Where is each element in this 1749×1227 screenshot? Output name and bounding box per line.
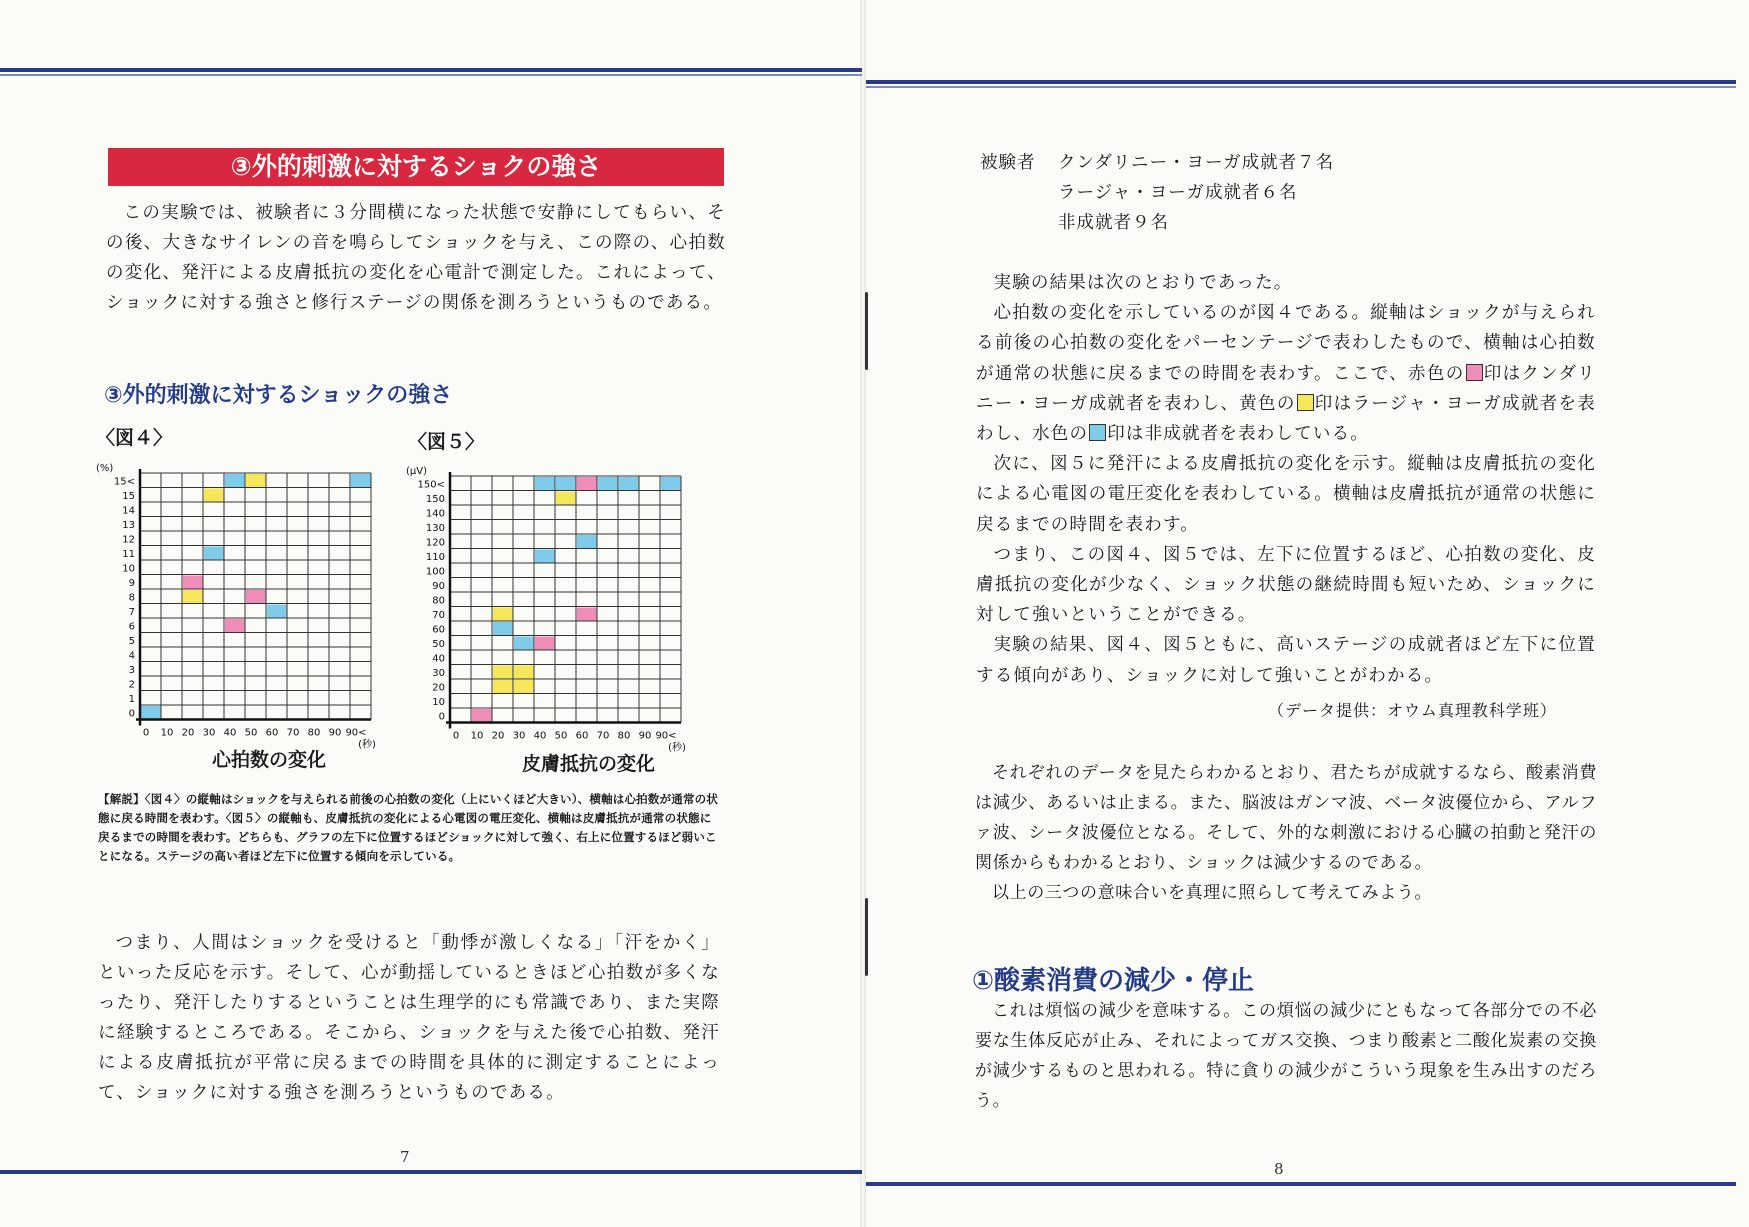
- results-interpretation: つまり、この図４、図５では、左下に位置するほど、心拍数の変化、皮膚抵抗の変化が少なく、ショック状態の継続時間も短いため、ショックに対して強いということができる。: [976, 544, 1596, 626]
- x-tick-label: 30: [512, 730, 526, 742]
- x-tick-label: 40: [223, 727, 237, 739]
- y-tick-label: 4: [128, 650, 135, 662]
- page-number-left: 7: [400, 1148, 410, 1166]
- bottom-rule-right: [866, 1182, 1736, 1186]
- y-tick-label: 50: [432, 638, 445, 650]
- results-conclusion: 実験の結果、図４、図５ともに、高いステージの成就者ほど左下に位置する傾向があり、ショックに対して強いことがわかる。: [976, 635, 1596, 686]
- x-tick-label: 90<: [345, 727, 367, 739]
- data-credit: （データ提供：オウム真理教科学班）: [1268, 701, 1557, 720]
- y-tick-label: 3: [128, 664, 135, 676]
- pink-marker-icon: [1466, 364, 1483, 381]
- x-tick-label: 90: [638, 730, 652, 742]
- y-tick-label: 100: [425, 566, 445, 578]
- x-tick-label: 30: [202, 727, 216, 739]
- y-tick-label: 140: [425, 508, 445, 520]
- results-intro: 実験の結果は次のとおりであった。: [993, 273, 1293, 293]
- chart-explanation-note: 【解説】〈図４〉の縦軸はショックを与えられる前後の心拍数の変化（上にいくほど大きい）、横軸は心拍数が通常の状態に戻る時間を表わす。〈図５〉の縦軸も、皮膚抵抗の変化による心電図の電圧変化、横軸は皮膚抵抗が通常の状態に戻るまでの時間を表わす。どちらも、グラフの左下に位置するほどショックに対して強く、右上に位置するほど弱いことになる。ステージの高い者ほど左下に位置する傾向を示している。: [98, 792, 719, 863]
- x-tick-label: 50: [554, 730, 568, 742]
- x-tick-label: 20: [491, 730, 505, 742]
- y-tick-label: 9: [128, 577, 135, 589]
- y-tick-label: 6: [128, 621, 135, 633]
- x-tick-label: 0: [452, 730, 460, 742]
- y-tick-label: 2: [128, 679, 135, 691]
- x-tick-label: 90: [328, 727, 342, 739]
- x-tick-label: 10: [160, 727, 174, 739]
- x-tick-label: 80: [617, 730, 631, 742]
- y-tick-label: 12: [122, 534, 135, 546]
- x-tick-label: 90<: [655, 730, 677, 742]
- cyan-marker-icon: [1089, 424, 1106, 441]
- subject-row: [980, 178, 1334, 208]
- x-unit-label: (秒): [668, 742, 686, 754]
- chart1-title: 心拍数の変化: [212, 749, 327, 771]
- summary-text-2: 以上の三つの意味合いを真理に照らして考えてみよう。: [992, 883, 1432, 903]
- results-fig4: 心拍数の変化を示しているのが図４である。縦軸はショックが与えられる前後の心拍数の変化をパーセンテージで表わしたもので、横軸は心拍数が通常の状態に戻るまでの時間を表わす。ここで、赤色の 印はクンダリニー・ヨーガ成就者を表わし、黄色の 印はラージャ・ヨーガ成就者を表わし、水色の 印は非成就者を表わしている。: [976, 303, 1597, 445]
- y-tick-label: 8: [128, 592, 135, 604]
- section-title-banner: ③外的刺激に対するショクの強さ: [108, 148, 724, 186]
- x-tick-label: 70: [286, 727, 300, 739]
- x-tick-label: 60: [265, 727, 279, 739]
- chart-section-heading: ③外的刺激に対するショックの強さ: [104, 383, 453, 408]
- intro-text: この実験では、被験者に３分間横になった状態で安静にしてもらい、その後、大きなサイレンの音を鳴らしてショックを与え、この際の、心拍数の変化、発汗による皮膚抵抗の変化を心電計で測定した。これによって、ショックに対する強さと修行ステージの関係を測ろうというものである。: [106, 203, 726, 313]
- subject-item: クンダリニー・ヨーガ成就者７名: [1058, 153, 1335, 173]
- y-tick-label: 11: [122, 548, 135, 560]
- subject-label: 被験者: [980, 153, 1036, 173]
- y-tick-label: 7: [128, 606, 135, 618]
- y-tick-label: 1: [128, 693, 135, 705]
- x-unit-label: (秒): [358, 739, 376, 751]
- y-tick-label: 80: [432, 595, 445, 607]
- y-tick-label: 10: [432, 696, 445, 708]
- subject-item: ラージャ・ヨーガ成就者６名: [1058, 183, 1298, 203]
- y-tick-label: 0: [128, 708, 135, 720]
- y-tick-label: 150<: [417, 479, 445, 491]
- subject-row: [980, 148, 1334, 178]
- x-tick-label: 10: [470, 730, 484, 742]
- y-tick-label: 40: [432, 653, 445, 665]
- y-tick-label: 120: [425, 537, 445, 549]
- x-tick-label: 0: [142, 727, 150, 739]
- summary-paragraph: [975, 758, 1597, 908]
- y-tick-label: 13: [122, 519, 135, 531]
- fig5-label: 〈図５〉: [408, 431, 485, 453]
- closing-text: つまり、人間はショックを受けると「動悸が激しくなる」「汗をかく」といった反応を示す。そして、心が動揺しているときほど心拍数が多くなったり、発汗したりするということは生理学的にも常識であり、また実際に経験するところである。そこから、ショックを与えた後で心拍数、発汗による皮膚抵抗が平常に戻るまでの時間を具体的に測定することによって、ショックに対する強さを測ろうというものである。: [98, 933, 720, 1103]
- y-unit-label: (%): [96, 463, 114, 474]
- y-tick-label: 90: [432, 580, 445, 592]
- y-tick-label: 20: [432, 682, 445, 694]
- y-tick-label: 150: [425, 493, 445, 505]
- x-tick-label: 20: [181, 727, 195, 739]
- y-tick-label: 15: [122, 490, 135, 502]
- x-tick-label: 60: [575, 730, 589, 742]
- x-tick-label: 70: [596, 730, 610, 742]
- oxygen-heading: ①酸素消費の減少・停止: [972, 966, 1255, 996]
- top-rule-right-thin: [866, 86, 1736, 88]
- final-paragraph: [975, 996, 1597, 1116]
- fig4-label: 〈図４〉: [96, 427, 173, 449]
- subject-row: [980, 208, 1334, 238]
- y-tick-label: 5: [128, 635, 135, 647]
- y-tick-label: 130: [425, 522, 445, 534]
- results-fig5: 次に、図５に発汗による皮膚抵抗の変化を示す。縦軸は皮膚抵抗の変化による心電図の電圧変化を表わしている。横軸は皮膚抵抗が通常の状態に戻るまでの時間を表わす。: [976, 454, 1596, 535]
- top-rule-right: [866, 80, 1736, 84]
- y-tick-label: 0: [438, 711, 445, 723]
- x-tick-label: 80: [307, 727, 321, 739]
- chart2-title: 皮膚抵抗の変化: [522, 753, 656, 775]
- yellow-marker-icon: [1297, 394, 1314, 411]
- summary-text: それぞれのデータを見たらわかるとおり、君たちが成就するなら、酸素消費は減少、あるいは止まる。また、脳波はガンマ波、ベータ波優位から、アルファ波、シータ波優位となる。そして、外的な刺激における心臓の拍動と発汗の関係からもわかるとおり、ショックは減少するのである。: [975, 763, 1597, 873]
- results-section: [976, 268, 1596, 691]
- y-unit-label: (μV): [406, 466, 428, 477]
- subject-list: [980, 148, 1334, 238]
- final-text: これは煩悩の減少を意味する。この煩悩の減少にともなって各部分での不必要な生体反応が止み、それによってガス交換、つまり酸素と二酸化炭素の交換が減少するものと思われる。特に貪りの減少がこういう現象を生み出すのだろう。: [975, 1001, 1597, 1111]
- y-tick-label: 70: [432, 609, 445, 621]
- y-tick-label: 60: [432, 624, 445, 636]
- y-tick-label: 110: [425, 551, 445, 563]
- y-tick-label: 14: [122, 505, 135, 517]
- x-tick-label: 40: [533, 730, 547, 742]
- subject-item: 非成就者９名: [1058, 213, 1169, 233]
- y-tick-label: 10: [122, 563, 135, 575]
- y-tick-label: 15<: [113, 476, 135, 488]
- x-tick-label: 50: [244, 727, 258, 739]
- y-tick-label: 30: [432, 667, 445, 679]
- page-number-right: 8: [1274, 1160, 1284, 1178]
